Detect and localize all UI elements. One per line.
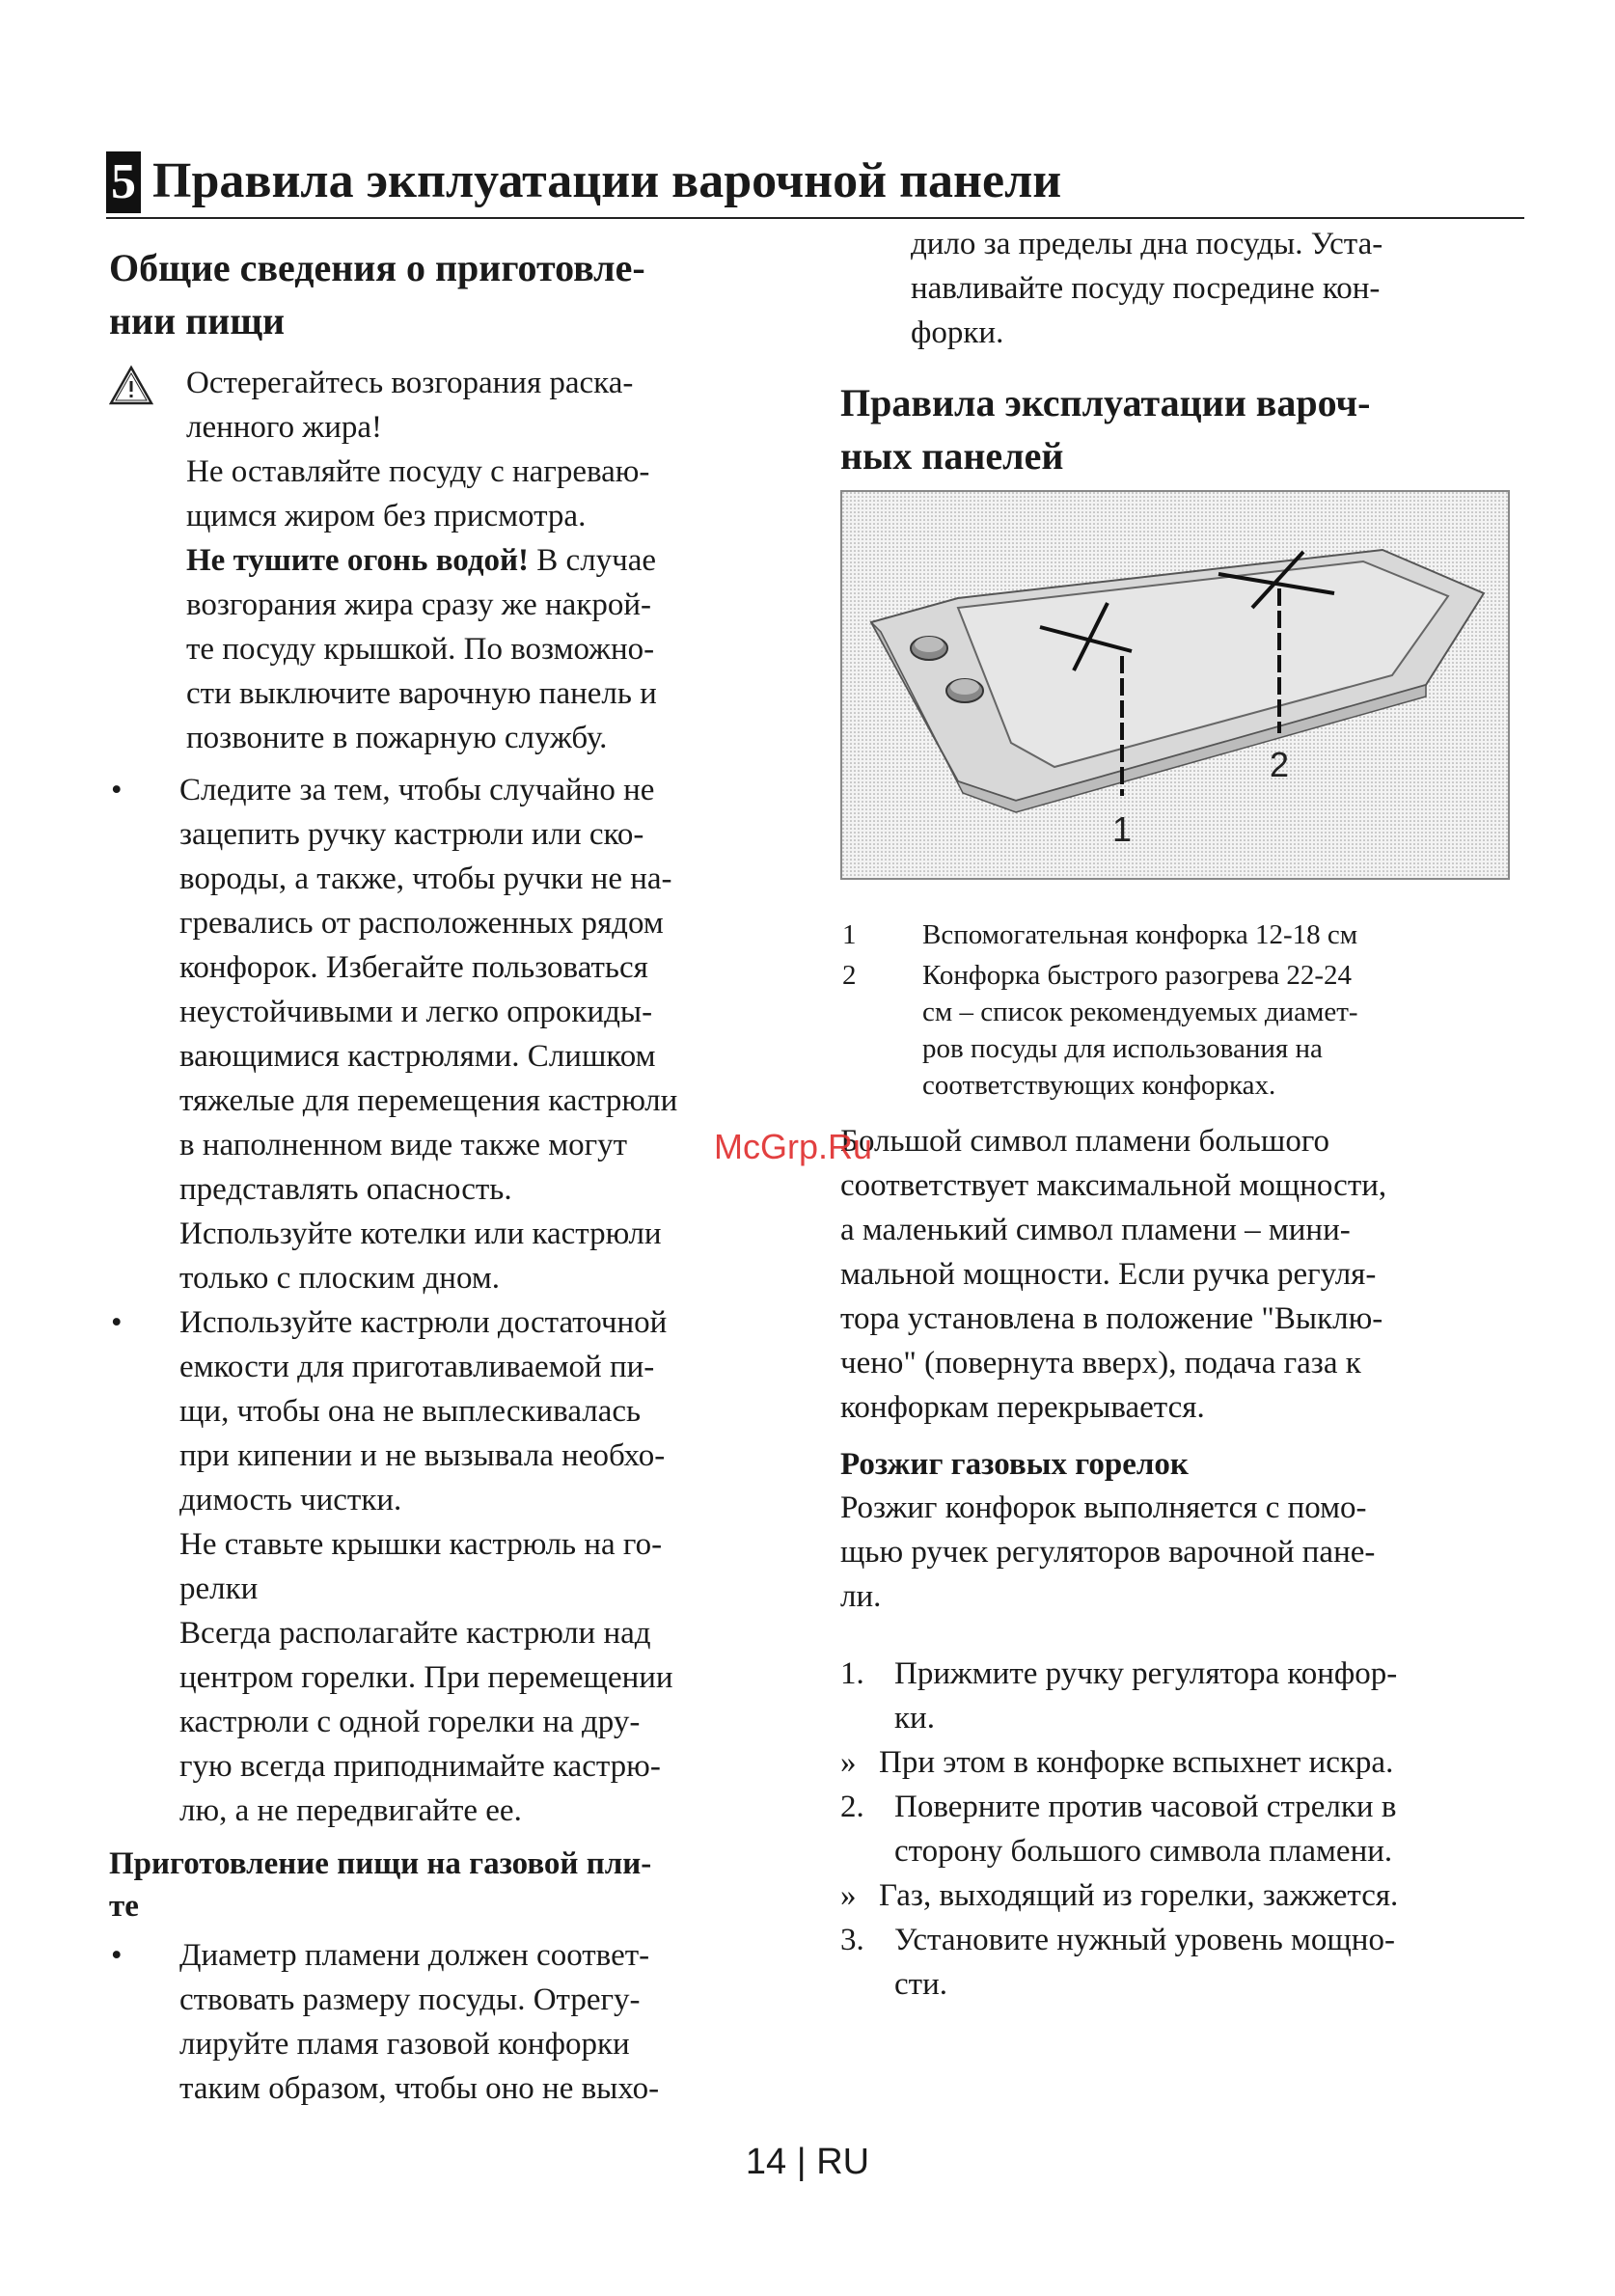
right-column — [840, 222, 1525, 2007]
ignition-paragraph: Розжиг конфорок выполняется с помо- щью ручек регуляторов варочной пане- ли. — [840, 1490, 1376, 1614]
callout-label-2: 2 — [1269, 745, 1290, 784]
legend-row: 2 Конфорка быстрого разогрева 22-24 см – список рекомендуемых диамет- ров посуды для использования на соответствующих конфорках. — [842, 960, 1358, 1101]
page-footer — [0, 2142, 1615, 2183]
step-item: 2. Поверните против часовой стрелки в сторону большого символа пламени. — [840, 1790, 1397, 1869]
ignition-steps — [840, 1652, 1525, 2007]
title-divider — [106, 217, 1524, 219]
page-title: Правила экплуатации варочной панели — [152, 153, 1062, 208]
step-item: 3. Установите нужный уровень мощно- сти. — [840, 1923, 1395, 2002]
left-column — [109, 241, 804, 2111]
legend-row: 1 Вспомогательная конфорка 12-18 см — [842, 919, 1358, 950]
warning-triangle-icon — [109, 365, 153, 405]
bullet-mark: • — [111, 1305, 123, 1340]
section-number-badge: 5 — [106, 151, 141, 213]
page-number: 14 — [745, 2142, 787, 2182]
step-result: » Газ, выходящий из горелки, зажжется. — [840, 1878, 1399, 1913]
fire-warning: Остерегайтесь возгорания раска- ленного жира! Не оставляйте посуду с нагреваю- щимся жиром без присмотра. Не тушите огонь водой! В случае возгорания жира сразу же накрой- те посуду крышкой. По возможно- сти выключите варочную панель и позвоните в пожарную службу. — [109, 361, 804, 760]
heading-ignition: Розжиг газовых горелок — [840, 1447, 1189, 1482]
bold-warning: Не тушите огонь водой! — [186, 543, 530, 578]
bullet-handles: • Следите за тем, чтобы случайно не зацепить ручку кастрюли или ско- вороды, а также, чтобы ручки не на- гревались от расположенных рядом конфорок. Избегайте пользоваться неустойчивыми и легко опрокиды- вающимися кастрюлями. Слишком тяжелые для перемещения кастрюли в наполненном виде также могут представлять опасность. Используйте котелки или кастрюли только с плоским дном. — [109, 768, 804, 1300]
flame-symbol-paragraph: Большой символ пламени большого соответствует максимальной мощности, а маленький символ пламени – мини- мальной мощности. Если ручка регуля- тора установлена в положение "Выклю- чено" (повернута вверх), подача газа к конфоркам перекрывается. — [840, 1124, 1387, 1425]
bullet-mark: • — [111, 1938, 123, 1973]
language-code: RU — [816, 2142, 870, 2182]
heading-general-info: Общие сведения о приготовле- нии пищи — [109, 246, 645, 342]
bullet-capacity: • Используйте кастрюли достаточной емкости для приготавливаемой пи- щи, чтобы она не выплескивалась при кипении и не вызывала необхо- димость чистки. Не ставьте крышки кастрюль на го- релки Всегда располагайте кастрюли над центром горелки. При перемещении кастрюли с одной горелки на дру- гую всегда приподнимайте кастрю- лю, а не передвигайте ее. — [109, 1300, 804, 1833]
footer-separator: | — [796, 2142, 807, 2182]
bullet-flame-diameter: • Диаметр пламени должен соответ- ствовать размеру посуды. Отрегу- лируйте пламя газовой конфорки таким образом, чтобы оно не выхо- — [109, 1933, 804, 2111]
heading-gas-cooking: Приготовление пищи на газовой пли- те — [109, 1846, 652, 1924]
watermark: McGrp.Ru — [714, 1127, 873, 1166]
step-result: » При этом в конфорке вспыхнет искра. — [840, 1745, 1394, 1780]
continued-text: дило за пределы дна посуды. Уста- навливайте посуду посредине кон- форки. — [911, 227, 1383, 350]
hob-illustration — [842, 492, 1508, 878]
heading-hob-rules: Правила эксплуатации вароч- ных панелей — [840, 381, 1371, 478]
callout-label-1: 1 — [1111, 809, 1133, 849]
figure-legend — [840, 916, 1525, 1104]
bullet-mark: • — [111, 773, 123, 807]
section-header — [106, 145, 1524, 217]
step-item: 1. Прижмите ручку регулятора конфор- ки. — [840, 1656, 1398, 1736]
hob-diagram — [840, 490, 1510, 880]
